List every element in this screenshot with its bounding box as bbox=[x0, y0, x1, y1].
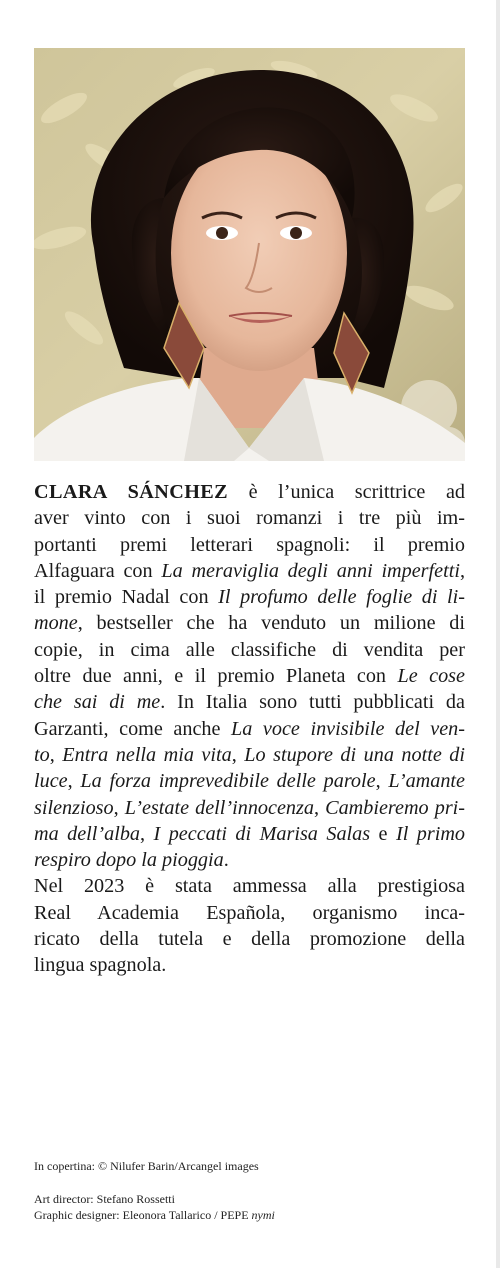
bio-line: luce, La forza imprevedibile delle parole, L’amante bbox=[34, 770, 466, 793]
bio-line: silenzioso, L’estate dell’innocenza, Cambieremo pri- bbox=[34, 796, 466, 819]
bio-line: copie, in cima alle classifiche di vendita per bbox=[34, 638, 465, 661]
author-name: CLARA SÁNCHEZ bbox=[34, 481, 229, 503]
book-title: I peccati di Marisa Salas bbox=[153, 822, 371, 845]
bio-line: respiro dopo la pioggia. bbox=[34, 849, 229, 872]
book-title: mone bbox=[34, 612, 78, 635]
book-title: Cambieremo pri- bbox=[325, 796, 466, 819]
bio-line: Alfaguara con La meraviglia degli anni imperfetti, bbox=[34, 559, 465, 582]
bio-line: to, Entra nella mia vita, Lo stupore di una notte di bbox=[34, 743, 466, 766]
page-edge bbox=[496, 0, 500, 1268]
book-title: che sai di me bbox=[34, 691, 161, 714]
bio-line: ricato della tutela e della promozione della bbox=[34, 928, 465, 951]
book-title: La voce invisibile del ven- bbox=[231, 717, 466, 740]
book-title: L’estate dell’innocenza bbox=[124, 796, 314, 819]
bio-line: aver vinto con i suoi romanzi i tre più im- bbox=[34, 507, 465, 530]
author-biography bbox=[34, 479, 465, 979]
book-title: La meraviglia degli anni imperfetti bbox=[161, 559, 460, 582]
bio-line: Real Academia Española, organismo inca- bbox=[34, 901, 465, 924]
bio-line: portanti premi letterari spagnoli: il premio bbox=[34, 533, 465, 556]
book-title: luce bbox=[34, 770, 68, 793]
book-title: Entra nella mia vita bbox=[62, 743, 232, 766]
book-title: to bbox=[34, 743, 50, 766]
bio-line: ma dell’alba, I peccati di Marisa Salas e Il primo bbox=[34, 822, 465, 845]
book-title: respiro dopo la pioggia bbox=[34, 849, 224, 872]
book-title: silenzioso bbox=[34, 796, 114, 819]
book-title: Il profumo delle foglie di li- bbox=[218, 586, 465, 609]
bio-line: lingua spagnola. bbox=[34, 954, 167, 977]
bio-line: mone, bestseller che ha venduto un milione di bbox=[34, 612, 465, 635]
bio-line: che sai di me. In Italia sono tutti pubblicati da bbox=[34, 691, 465, 714]
graphic-designer-credit: Graphic designer: Eleonora Tallarico / PEPE nymi bbox=[34, 1208, 275, 1222]
bio-line: Garzanti, come anche La voce invisibile del ven- bbox=[34, 717, 466, 740]
cover-credit: In copertina: © Nilufer Barin/Arcangel images bbox=[34, 1159, 259, 1173]
bio-line: CLARA SÁNCHEZ è l’unica scrittrice ad bbox=[34, 481, 465, 503]
bio-line: Nel 2023 è stata ammessa alla prestigiosa bbox=[34, 875, 465, 898]
book-title: L’amante bbox=[388, 770, 466, 793]
book-title: Il primo bbox=[395, 822, 465, 845]
bio-line: oltre due anni, e il premio Planeta con Le cose bbox=[34, 665, 465, 688]
book-title: Le cose bbox=[397, 665, 465, 688]
bio-line: il premio Nadal con Il profumo delle foglie di li- bbox=[34, 586, 465, 609]
author-portrait-image bbox=[34, 48, 465, 461]
author-photo bbox=[34, 48, 465, 461]
book-title: ma dell’alba bbox=[34, 822, 141, 845]
book-title: Lo stupore di una notte di bbox=[244, 743, 466, 766]
book-title: La forza imprevedibile delle parole bbox=[80, 770, 376, 793]
art-director-credit: Art director: Stefano Rossetti bbox=[34, 1192, 175, 1206]
